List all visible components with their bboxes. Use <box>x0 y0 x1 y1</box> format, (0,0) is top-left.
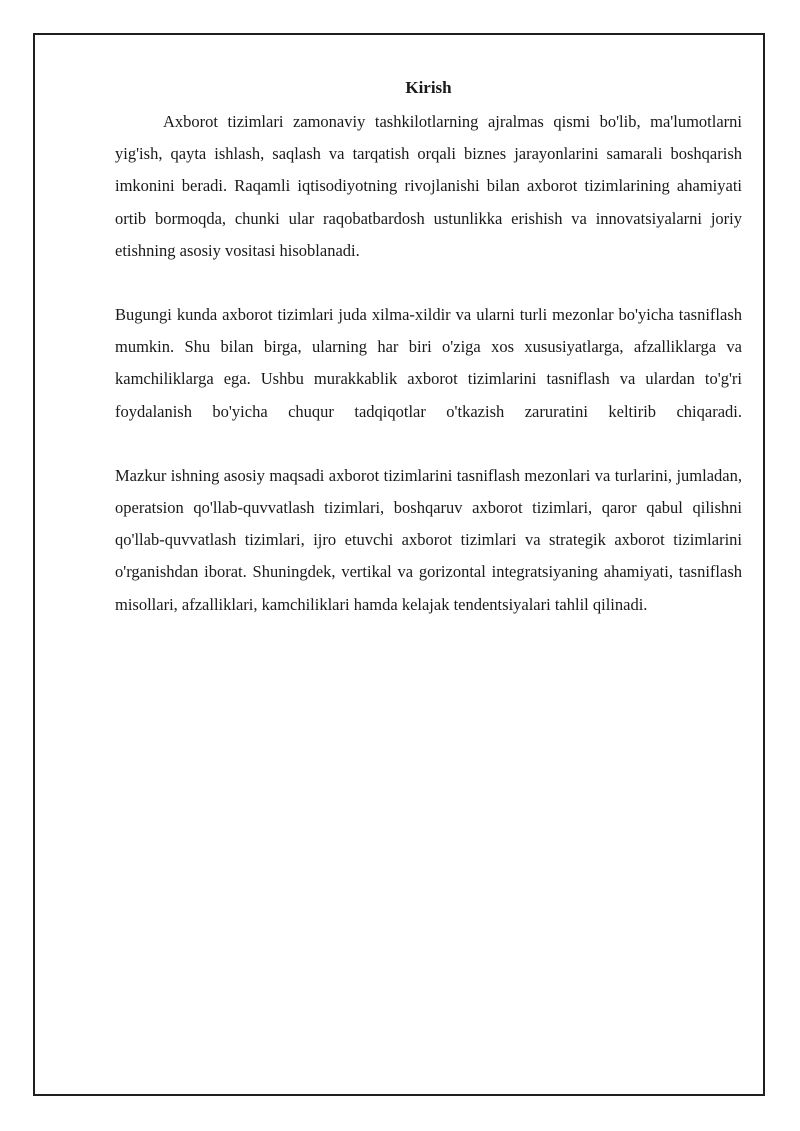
document-body <box>115 76 742 653</box>
paragraph-1: Axborot tizimlari zamonaviy tashkilotlarning ajralmas qismi bo'lib, ma'lumotlarni yig'ish, qayta ishlash, saqlash va tarqatish orqali biznes jarayonlarini samarali boshqarish imkonini beradi. Raqamli iqtisodiyotning rivojlanishi bilan axborot tizimlarining ahamiyati ortib bormoqda, chunki ular raqobatbardosh ustunlikka erishish va innovatsiyalarni joriy etishning asosiy vositasi hisoblanadi. <box>115 112 742 260</box>
document-title: Kirish <box>405 78 452 97</box>
paragraph-3: Mazkur ishning asosiy maqsadi axborot tizimlarini tasniflash mezonlari va turlarini, jumladan, operatsion qo'llab-quvvatlash tizimlari, boshqaruv axborot tizimlari, qaror qabul qilishni qo'llab-quvvatlash tizimlari, ijro etuvchi axborot tizimlari va strategik axborot tizimlarini o'rganishdan iborat. Shuningdek, vertikal va gorizontal integratsiyaning ahamiyati, tasniflash misollari, afzalliklari, kamchiliklari hamda kelajak tendentsiyalari tahlil qilinadi. <box>115 465 742 614</box>
paragraph-2: Bugungi kunda axborot tizimlari juda xilma-xildir va ularni turli mezonlar bo'yicha tasniflash mumkin. Shu bilan birga, ularning har biri o'ziga xos xususiyatlarga, afzalliklarga va kamchiliklarga ega. Ushbu murakkablik axborot tizimlarini tasniflash va ulardan to'g'ri foydalanish bo'yicha chuqur tadqiqotlar o'tkazish zaruratini keltirib chiqaradi. <box>115 305 742 421</box>
